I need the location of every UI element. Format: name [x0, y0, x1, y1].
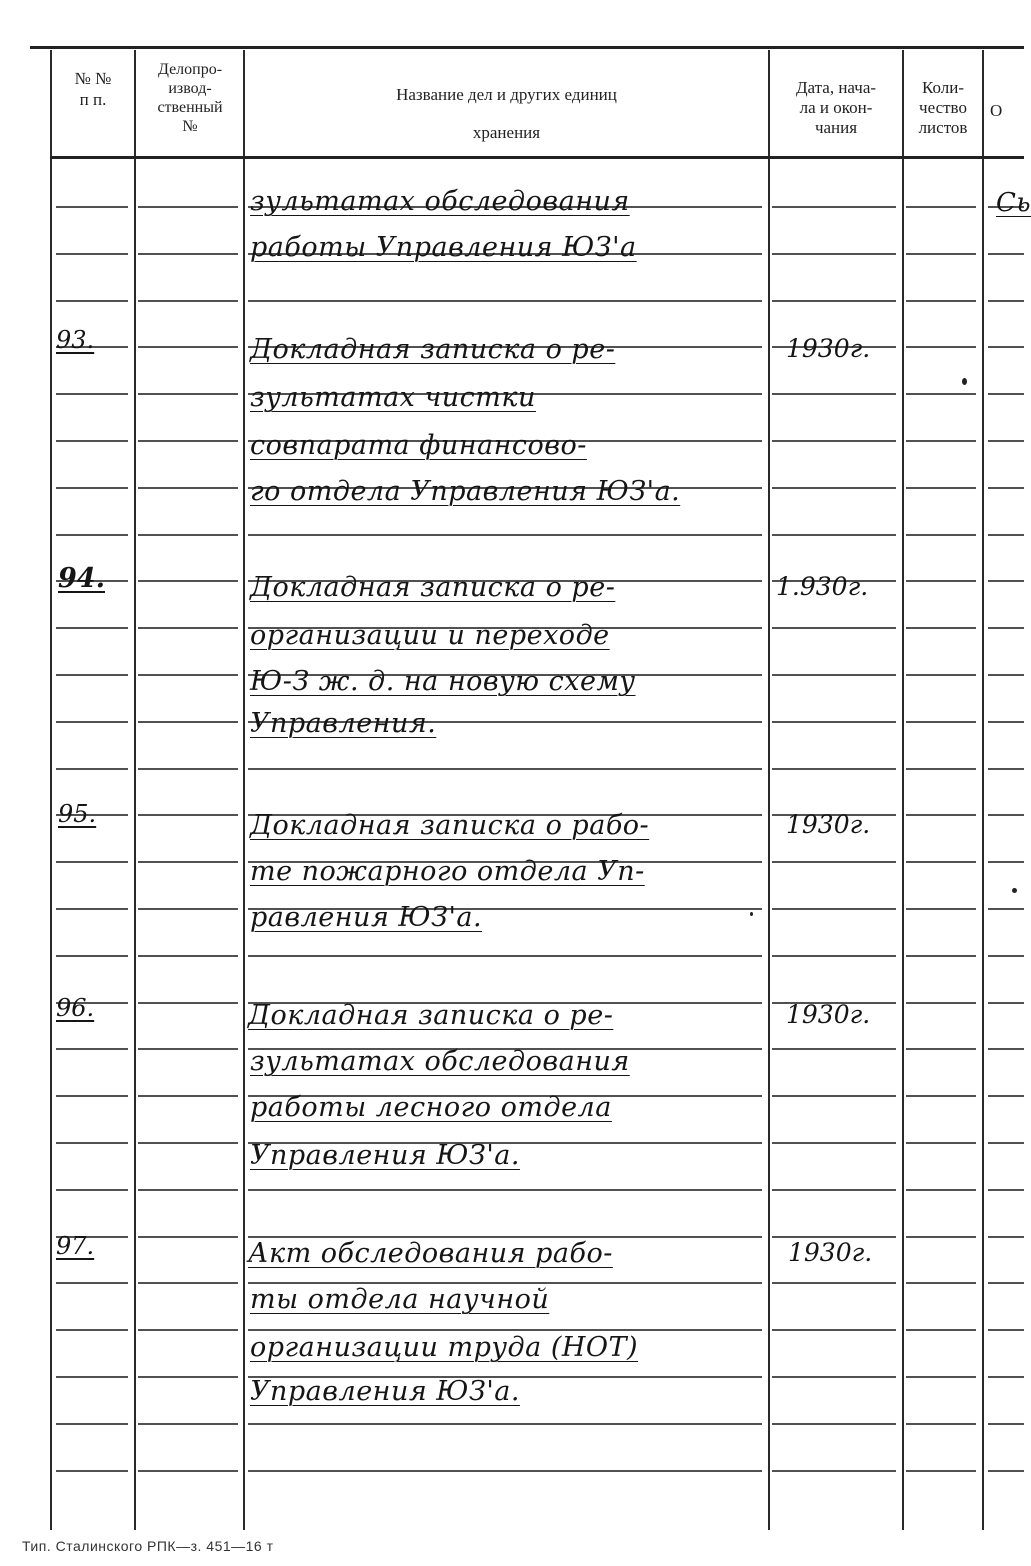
ruled-line — [906, 206, 976, 208]
ruled-line — [772, 534, 896, 536]
ruled-line — [56, 487, 128, 489]
entry-title-line: равления ЮЗ'а. — [250, 902, 483, 933]
ruled-line — [906, 1423, 976, 1425]
ruled-line — [988, 768, 1024, 770]
ruled-line — [906, 1095, 976, 1097]
ruled-line — [988, 300, 1024, 302]
ruled-line — [988, 1282, 1024, 1284]
ruled-line — [56, 674, 128, 676]
ruled-line — [56, 627, 128, 629]
notes-fragment: Сь — [996, 188, 1031, 218]
entry-number: 95. — [58, 800, 97, 828]
entry-title-line: организации и переходе — [250, 620, 610, 651]
header-rule — [50, 156, 1024, 159]
ruled-line — [988, 908, 1024, 910]
ruled-line — [138, 861, 238, 863]
ruled-line — [906, 300, 976, 302]
ruled-line — [56, 1095, 128, 1097]
ruled-line — [138, 1423, 238, 1425]
entry-date: 1930г. — [786, 1000, 871, 1029]
ruled-line — [906, 1236, 976, 1238]
continuation-line: зультатах обследования — [250, 186, 630, 217]
ruled-line — [772, 253, 896, 255]
ruled-line — [772, 1095, 896, 1097]
ruled-line — [248, 1329, 762, 1331]
ruled-line — [138, 955, 238, 957]
ruled-line — [138, 1470, 238, 1472]
ruled-line — [772, 1423, 896, 1425]
ruled-line — [906, 253, 976, 255]
ruled-line — [138, 206, 238, 208]
entry-title-line: ты отдела научной — [250, 1284, 550, 1315]
ruled-line — [906, 393, 976, 395]
ruled-line — [906, 908, 976, 910]
ruled-line — [138, 300, 238, 302]
entry-title-line: го отдела Управления ЮЗ'а. — [250, 476, 681, 507]
ruled-line — [906, 440, 976, 442]
ruled-line — [56, 1189, 128, 1191]
ruled-line — [988, 1423, 1024, 1425]
continuation-line: работы Управления ЮЗ'а — [250, 232, 637, 263]
printer-imprint: Тип. Сталинского РПК—з. 451—16 т — [22, 1538, 274, 1554]
ruled-line — [988, 1142, 1024, 1144]
column-line — [768, 50, 770, 1530]
ruled-line — [988, 627, 1024, 629]
ruled-line — [906, 627, 976, 629]
ruled-line — [138, 487, 238, 489]
ruled-line — [988, 861, 1024, 863]
entry-number: 97. — [56, 1232, 95, 1260]
ruled-line — [138, 1282, 238, 1284]
ruled-line — [56, 300, 128, 302]
ruled-line — [56, 1142, 128, 1144]
ruled-line — [248, 1470, 762, 1472]
ruled-line — [248, 534, 762, 536]
ruled-line — [772, 393, 896, 395]
ruled-line — [906, 721, 976, 723]
ruled-line — [56, 1376, 128, 1378]
ruled-line — [138, 814, 238, 816]
ruled-line — [772, 1470, 896, 1472]
column-line — [134, 50, 136, 1530]
ruled-line — [772, 768, 896, 770]
ruled-line — [906, 674, 976, 676]
ruled-line — [138, 1095, 238, 1097]
ruled-line — [988, 674, 1024, 676]
entry-date: 1930г. — [786, 810, 871, 839]
ruled-line — [988, 721, 1024, 723]
entry-date: 1930г. — [786, 334, 871, 363]
ruled-line — [988, 1095, 1024, 1097]
ruled-line — [988, 1470, 1024, 1472]
ruled-line — [906, 1329, 976, 1331]
ruled-line — [772, 206, 896, 208]
ruled-line — [138, 627, 238, 629]
header-col-title: Название дел и других единиц хранения — [396, 85, 617, 142]
ruled-line — [138, 1329, 238, 1331]
ruled-line — [988, 955, 1024, 957]
entry-title-line: Докладная записка о ре- — [248, 1000, 614, 1031]
ruled-line — [138, 1002, 238, 1004]
ruled-line — [56, 768, 128, 770]
entry-date: 1.930г. — [776, 572, 869, 601]
ruled-line — [772, 627, 896, 629]
ruled-line — [988, 487, 1024, 489]
ruled-line — [772, 908, 896, 910]
ruled-line — [906, 861, 976, 863]
entry-number: 94. — [58, 563, 105, 594]
ruled-line — [906, 1282, 976, 1284]
ruled-line — [56, 721, 128, 723]
ruled-line — [906, 768, 976, 770]
ruled-line — [56, 1423, 128, 1425]
ruled-line — [56, 440, 128, 442]
ruled-line — [138, 1189, 238, 1191]
ruled-line — [772, 1329, 896, 1331]
ruled-line — [138, 393, 238, 395]
entry-title-line: работы лесного отдела — [250, 1092, 612, 1123]
ruled-line — [906, 487, 976, 489]
ruled-line — [988, 346, 1024, 348]
ruled-line — [138, 440, 238, 442]
ruled-line — [772, 861, 896, 863]
entry-title-line: Управления ЮЗ'а. — [250, 1376, 520, 1407]
ruled-line — [56, 253, 128, 255]
ruled-line — [906, 580, 976, 582]
ruled-line — [772, 440, 896, 442]
ruled-line — [56, 1470, 128, 1472]
ruled-line — [988, 534, 1024, 536]
ruled-line — [248, 955, 762, 957]
ruled-line — [906, 955, 976, 957]
column-line — [50, 50, 52, 1530]
ruled-line — [138, 1376, 238, 1378]
entry-number: 93. — [56, 326, 95, 354]
entry-title-line: совпарата финансово- — [250, 430, 587, 461]
ruled-line — [56, 393, 128, 395]
ruled-line — [772, 721, 896, 723]
ruled-line — [138, 768, 238, 770]
entry-date: 1930г. — [788, 1238, 873, 1267]
ruled-line — [138, 721, 238, 723]
ruled-line — [906, 814, 976, 816]
ruled-line — [906, 1189, 976, 1191]
ruled-line — [138, 908, 238, 910]
ruled-line — [988, 580, 1024, 582]
ruled-line — [772, 1189, 896, 1191]
header-col-sheets: Коли- чество листов — [918, 78, 968, 137]
ruled-line — [906, 534, 976, 536]
header-col-office-number: Делопро- извод- ственный № — [157, 61, 223, 135]
ruled-line — [56, 1282, 128, 1284]
ruled-line — [56, 1048, 128, 1050]
ruled-line — [772, 674, 896, 676]
ruled-line — [138, 253, 238, 255]
ruled-line — [138, 580, 238, 582]
ink-speck — [1012, 888, 1017, 893]
ruled-line — [772, 487, 896, 489]
entry-title-line: организации труда (НОТ) — [250, 1332, 639, 1363]
ruled-line — [138, 674, 238, 676]
ruled-line — [56, 955, 128, 957]
ruled-line — [988, 814, 1024, 816]
ruled-line — [248, 300, 762, 302]
entry-title-line: Ю-З ж. д. на новую схему — [250, 666, 636, 697]
header-col-number: № № п п. — [74, 69, 112, 109]
ruled-line — [772, 1048, 896, 1050]
ruled-line — [906, 1002, 976, 1004]
entry-title-line: зультатах обследования — [250, 1046, 630, 1077]
ruled-line — [988, 393, 1024, 395]
ruled-line — [988, 1189, 1024, 1191]
ruled-line — [248, 1189, 762, 1191]
ruled-line — [138, 1142, 238, 1144]
ruled-line — [988, 1002, 1024, 1004]
top-rule — [30, 46, 1024, 49]
ruled-line — [906, 1470, 976, 1472]
column-line — [243, 50, 245, 1530]
ruled-line — [248, 1423, 762, 1425]
entry-title-line: Докладная записка о рабо- — [250, 810, 650, 841]
ruled-line — [56, 206, 128, 208]
ruled-line — [988, 253, 1024, 255]
ruled-line — [772, 1282, 896, 1284]
entry-title-line: зультатах чистки — [250, 382, 536, 413]
ruled-line — [772, 300, 896, 302]
ruled-line — [906, 1376, 976, 1378]
entry-title-line: Управления ЮЗ'а. — [250, 1140, 520, 1171]
ruled-line — [56, 534, 128, 536]
ruled-line — [906, 1048, 976, 1050]
ruled-line — [906, 1142, 976, 1144]
entry-title-line: те пожарного отдела Уп- — [250, 856, 645, 887]
ruled-line — [56, 861, 128, 863]
ink-speck — [962, 378, 967, 385]
ruled-line — [988, 440, 1024, 442]
ruled-line — [56, 908, 128, 910]
entry-title-line: Докладная записка о ре- — [250, 334, 616, 365]
entry-title-line: Управления. — [250, 708, 437, 739]
ink-speck — [750, 912, 753, 916]
ruled-line — [988, 1376, 1024, 1378]
ruled-line — [56, 1329, 128, 1331]
ruled-line — [138, 1048, 238, 1050]
entry-number: 96. — [56, 994, 95, 1022]
column-line — [902, 50, 904, 1530]
entry-title-line: Акт обследования рабо- — [248, 1238, 613, 1269]
header-col-notes: О — [990, 101, 1003, 120]
header-col-date: Дата, нача- ла и окон- чания — [795, 78, 877, 137]
ruled-line — [138, 346, 238, 348]
column-line — [982, 50, 984, 1530]
ruled-line — [772, 955, 896, 957]
ruled-line — [988, 1048, 1024, 1050]
ruled-line — [772, 1376, 896, 1378]
ruled-line — [248, 768, 762, 770]
ruled-line — [138, 1236, 238, 1238]
ruled-line — [988, 1329, 1024, 1331]
ruled-line — [906, 346, 976, 348]
ruled-line — [988, 1236, 1024, 1238]
entry-title-line: Докладная записка о ре- — [250, 572, 616, 603]
ruled-line — [772, 1142, 896, 1144]
ruled-line — [138, 534, 238, 536]
